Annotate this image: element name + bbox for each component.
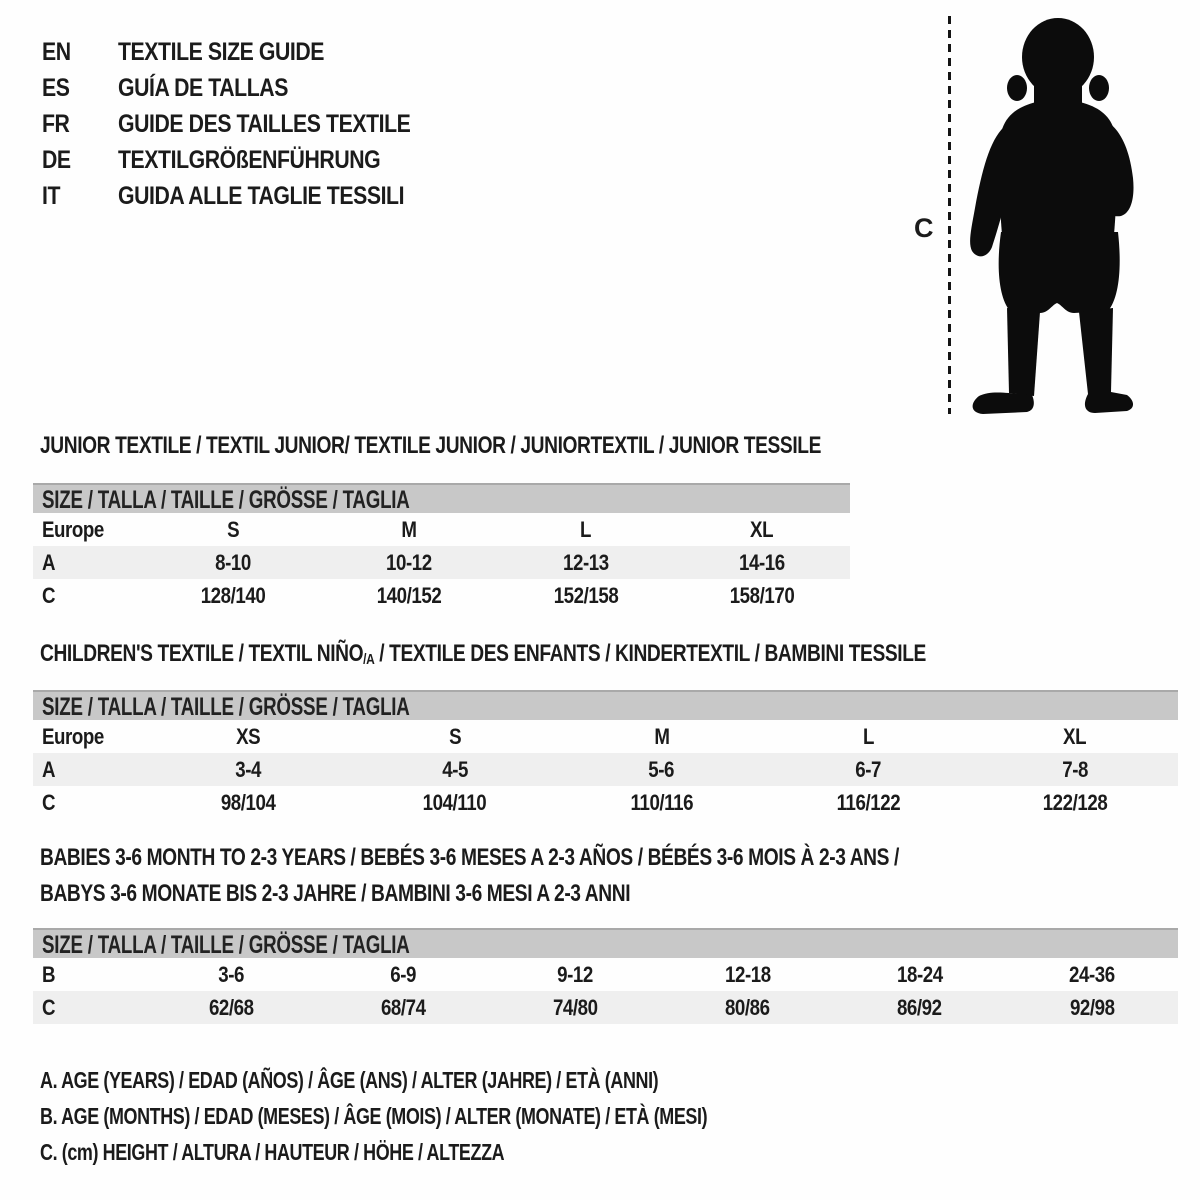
table-cell: 92/98: [1069, 994, 1115, 1020]
language-title-list: [42, 34, 462, 214]
table-cell: 152/158: [553, 582, 618, 608]
table-cell: 98/104: [220, 789, 276, 815]
table-cell: 10-12: [386, 549, 433, 575]
row-label-cell: A: [42, 756, 56, 782]
language-code: ES: [42, 73, 70, 102]
table-cell: 9-12: [557, 961, 594, 987]
table-cell: 62/68: [208, 994, 254, 1020]
table-cell: 68/74: [380, 994, 426, 1020]
babies-section-title-line1: BABIES 3-6 MONTH TO 2-3 YEARS / BEBÉS 3-6 MESES A 2-3 AÑOS / BÉBÉS 3-6 MOIS À 2-3 ANS /: [40, 844, 899, 871]
table-cell: 24-36: [1069, 961, 1115, 987]
table-cell: 7-8: [1061, 756, 1088, 782]
row-label-cell: Europe: [42, 516, 104, 542]
junior-size-table: [33, 483, 850, 612]
table-row-europe: [33, 513, 850, 546]
height-measure-label: C: [914, 213, 934, 243]
language-title: GUÍA DE TALLAS: [118, 73, 288, 102]
table-cell: 74/80: [553, 994, 598, 1020]
language-title: GUIDE DES TAILLES TEXTILE: [118, 109, 411, 138]
table-cell: XL: [750, 516, 774, 542]
table-row-height-cm: [33, 786, 1178, 819]
table-row-europe: [33, 720, 1178, 753]
row-label-cell: C: [42, 582, 56, 608]
table-cell: M: [401, 516, 417, 542]
table-row-height-cm: [33, 579, 850, 612]
size-header-bar: SIZE / TALLA / TAILLE / GRÖSSE / TAGLIA: [33, 483, 850, 513]
toddler-silhouette-shape: [970, 18, 1133, 414]
babies-section-title-line2: BABYS 3-6 MONATE BIS 2-3 JAHRE / BAMBINI 3-6 MESI A 2-3 ANNI: [40, 880, 631, 907]
row-label-cell: Europe: [42, 723, 104, 749]
table-row-age-years: [33, 753, 1178, 786]
table-cell: 104/110: [423, 789, 487, 815]
table-cell: S: [448, 723, 461, 749]
height-measure-dashed-line: [948, 16, 951, 414]
language-title: TEXTILE SIZE GUIDE: [118, 37, 325, 66]
table-cell: 158/170: [729, 582, 795, 608]
legend-line-b: B. AGE (MONTHS) / EDAD (MESES) / ÂGE (MOIS) / ALTER (MONATE) / ETÀ (MESI): [40, 1103, 708, 1129]
row-label-cell: C: [42, 789, 56, 815]
junior-table-grid: [33, 513, 850, 612]
language-code: EN: [42, 37, 71, 66]
table-cell: 8-10: [215, 549, 251, 575]
table-cell: 12-13: [562, 549, 609, 575]
babies-table-grid: [33, 958, 1178, 1024]
row-label-cell: B: [42, 961, 56, 987]
babies-size-table: [33, 928, 1178, 1024]
table-cell: 116/122: [836, 789, 900, 815]
table-cell: M: [653, 723, 670, 749]
table-cell: L: [862, 723, 874, 749]
language-row-en: [42, 34, 462, 70]
table-cell: XS: [236, 723, 261, 749]
language-row-de: [42, 142, 462, 178]
table-cell: 18-24: [896, 961, 943, 987]
table-cell: XL: [1063, 723, 1087, 749]
junior-section-title: JUNIOR TEXTILE / TEXTIL JUNIOR/ TEXTILE JUNIOR / JUNIORTEXTIL / JUNIOR TESSILE: [40, 432, 821, 459]
nino-a-subscript: /A: [363, 651, 375, 668]
toddler-silhouette-image: [955, 12, 1145, 416]
language-row-es: [42, 70, 462, 106]
table-row-age-years: [33, 546, 850, 579]
table-cell: 5-6: [648, 756, 675, 782]
legend-line-a: A. AGE (YEARS) / EDAD (AÑOS) / ÂGE (ANS) / ALTER (JAHRE) / ETÀ (ANNI): [40, 1067, 659, 1093]
language-title: TEXTILGRÖßENFÜHRUNG: [118, 145, 381, 174]
table-cell: 80/86: [725, 994, 770, 1020]
language-row-it: [42, 178, 462, 214]
table-cell: 128/140: [200, 582, 266, 608]
table-row-age-months: [33, 958, 1178, 991]
table-cell: 3-6: [218, 961, 244, 987]
children-table-grid: [33, 720, 1178, 819]
table-cell: 3-4: [235, 756, 262, 782]
table-cell: 6-9: [390, 961, 417, 987]
table-cell: 14-16: [739, 549, 785, 575]
children-size-table: [33, 690, 1178, 819]
language-title: GUIDA ALLE TAGLIE TESSILI: [118, 181, 405, 210]
table-cell: L: [580, 516, 592, 542]
row-label-cell: A: [42, 549, 56, 575]
language-row-fr: [42, 106, 462, 142]
table-cell: 6-7: [855, 756, 881, 782]
language-code: FR: [42, 109, 70, 138]
children-section-title: CHILDREN'S TEXTILE / TEXTIL $NIÑO_{/A}$ / TEXTILE DES ENFANTS / KINDERTEXTIL / BAMBINI TESSILE: [40, 640, 926, 668]
table-row-height-cm: [33, 991, 1178, 1024]
language-code: DE: [42, 145, 71, 174]
row-label-cell: C: [42, 994, 56, 1020]
table-cell: 140/152: [377, 582, 442, 608]
legend-line-c: C. (cm) HEIGHT / ALTURA / HAUTEUR / HÖHE / ALTEZZA: [40, 1139, 505, 1165]
table-cell: 4-5: [442, 756, 468, 782]
size-header-bar: SIZE / TALLA / TAILLE / GRÖSSE / TAGLIA: [33, 928, 1178, 958]
size-header-bar: SIZE / TALLA / TAILLE / GRÖSSE / TAGLIA: [33, 690, 1178, 720]
table-cell: 86/92: [897, 994, 943, 1020]
language-code: IT: [42, 181, 61, 210]
table-cell: 122/128: [1042, 789, 1108, 815]
table-cell: 12-18: [724, 961, 771, 987]
table-cell: S: [227, 516, 240, 542]
table-cell: 110/116: [630, 789, 693, 815]
